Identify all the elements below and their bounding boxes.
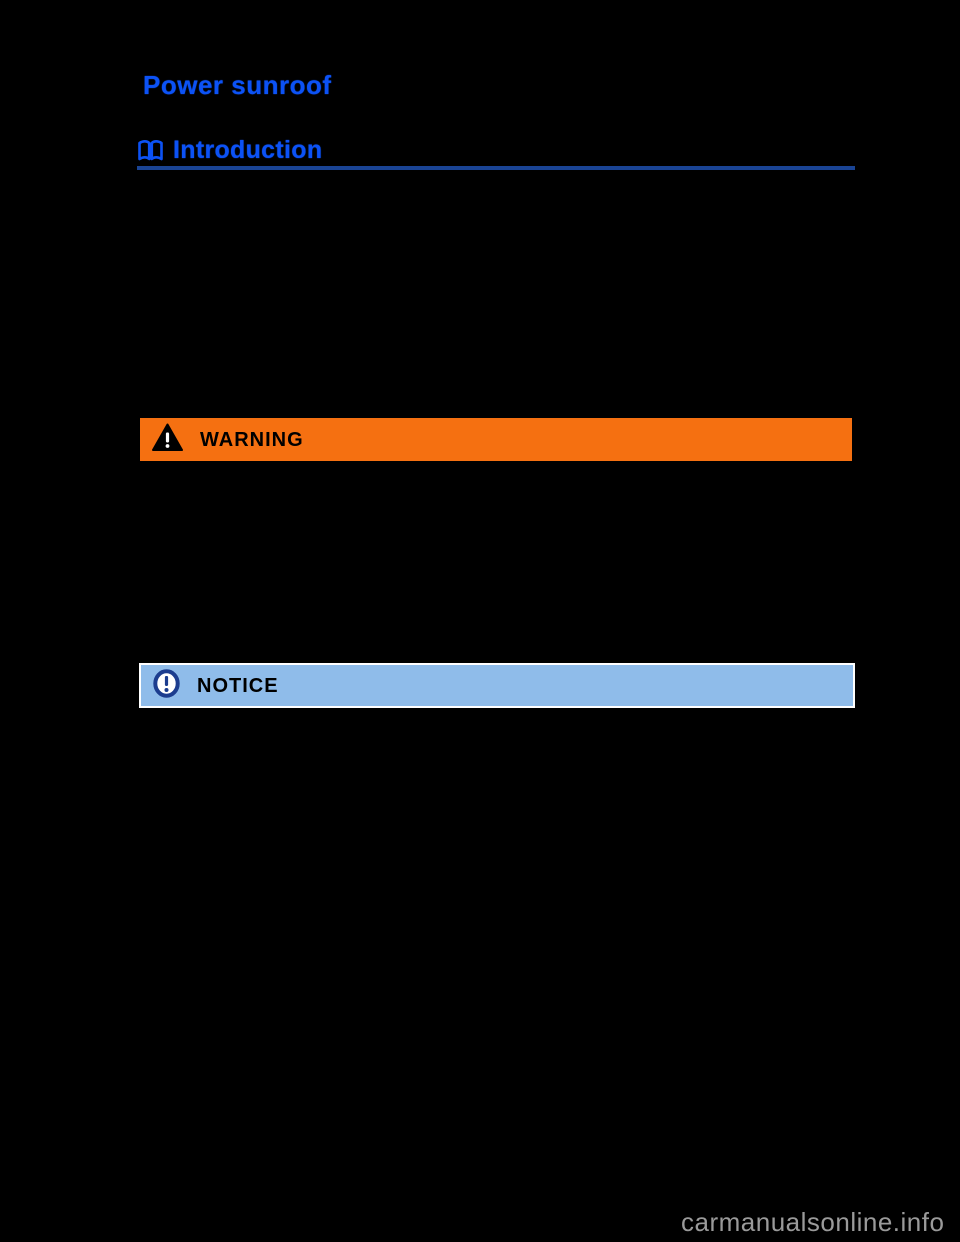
watermark-text: carmanualsonline.info [681, 1207, 945, 1237]
warning-triangle-icon [152, 423, 183, 457]
warning-banner [140, 418, 852, 461]
section-title: Introduction [173, 136, 323, 164]
section-rule [137, 166, 855, 170]
warning-label: WARNING [200, 428, 304, 451]
section-heading [137, 138, 322, 163]
notice-banner [139, 663, 855, 708]
exclamation-circle-icon [153, 669, 180, 703]
page-title: Power sunroof [143, 70, 332, 100]
open-book-icon [137, 140, 164, 162]
notice-label: NOTICE [197, 674, 279, 697]
